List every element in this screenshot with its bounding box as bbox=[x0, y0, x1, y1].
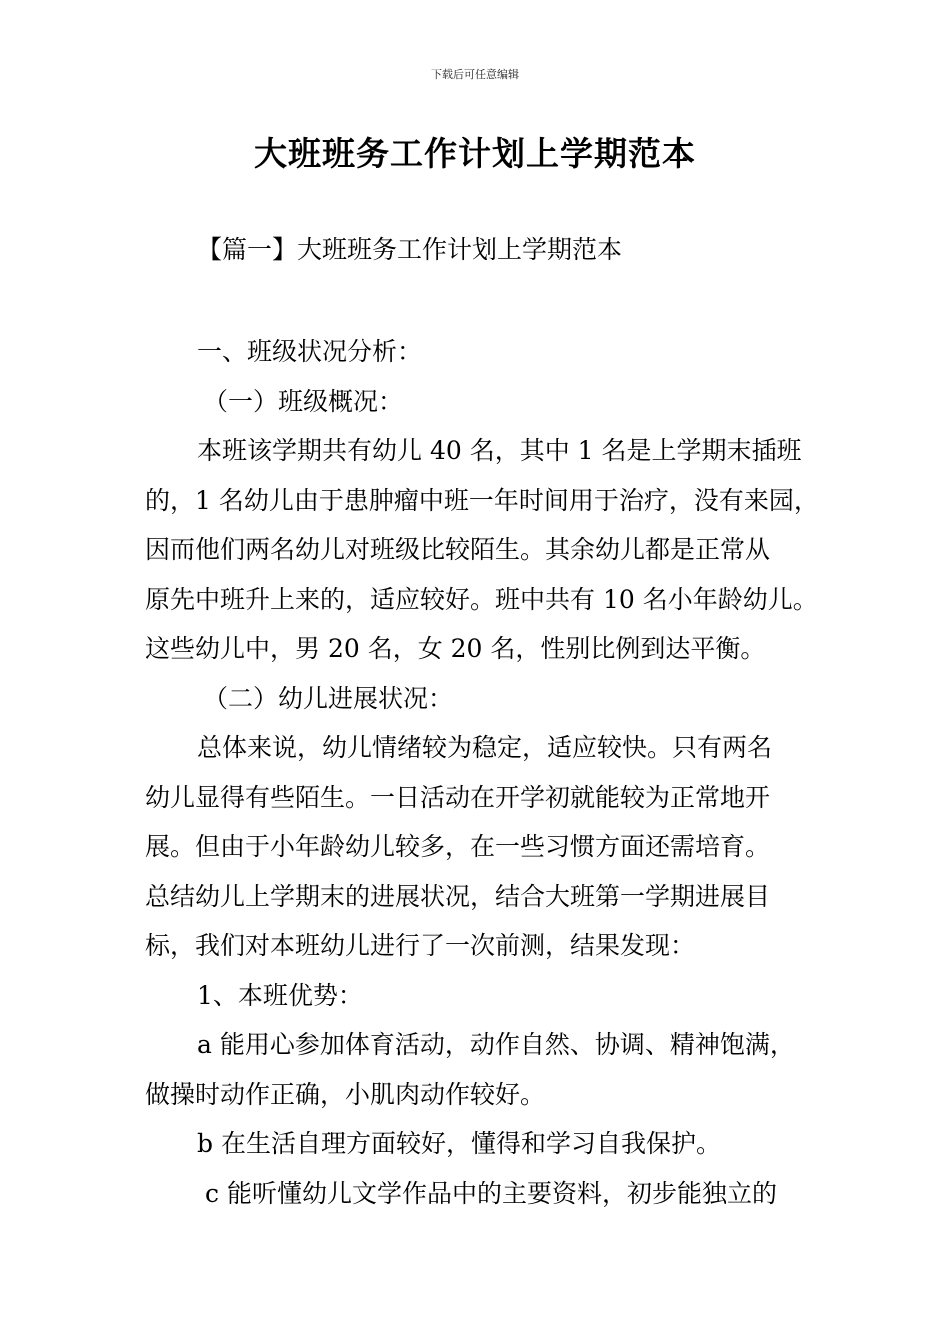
header-note: 下载后可任意编辑 bbox=[431, 68, 519, 81]
paragraph-line: 的，1 名幼儿由于患肿瘤中班一年时间用于治疗，没有来园， bbox=[145, 485, 819, 515]
paragraph-line: 因而他们两名幼儿对班级比较陌生。其余幼儿都是正常从 bbox=[145, 535, 771, 564]
section-heading: 【篇一】大班班务工作计划上学期范本 bbox=[197, 235, 623, 264]
paragraph-line: 幼儿显得有些陌生。一日活动在开学初就能较为正常地开 bbox=[145, 782, 771, 812]
list-item-b: b 在生活自理方面较好，懂得和学习自我保护。 bbox=[197, 1129, 721, 1158]
paragraph-line: 这些幼儿中，男 20 名，女 20 名，性别比例到达平衡。 bbox=[145, 634, 766, 663]
list-item-c: c 能听懂幼儿文学作品中的主要资料，初步能独立的 bbox=[205, 1178, 777, 1208]
subheading-child-progress: （二）幼儿进展状况： bbox=[203, 683, 454, 713]
subheading-class-strengths: 1、本班优势： bbox=[197, 980, 363, 1010]
document-body bbox=[145, 327, 835, 1218]
paragraph-line: 本班该学期共有幼儿 40 名，其中 1 名是上学期末插班 bbox=[197, 436, 802, 465]
subheading-class-overview: （一）班级概况： bbox=[203, 386, 404, 416]
list-item-a: a 能用心参加体育活动，动作自然、协调、精神饱满， bbox=[197, 1030, 795, 1059]
paragraph-line: 总结幼儿上学期末的进展状况，结合大班第一学期进展目 bbox=[145, 881, 771, 911]
document-title: 大班班务工作计划上学期范本 bbox=[254, 134, 696, 173]
paragraph-line: 展。但由于小年龄幼儿较多，在一些习惯方面还需培育。 bbox=[145, 832, 771, 861]
paragraph-line: 做操时动作正确，小肌肉动作较好。 bbox=[145, 1079, 546, 1109]
heading-class-analysis: 一、班级状况分析： bbox=[197, 337, 423, 366]
paragraph-line: 原先中班升上来的，适应较好。班中共有 10 名小年龄幼儿。 bbox=[145, 584, 818, 614]
paragraph-line: 总体来说，幼儿情绪较为稳定，适应较快。只有两名 bbox=[197, 733, 773, 762]
paragraph-line: 标，我们对本班幼儿进行了一次前测，结果发现： bbox=[145, 931, 696, 960]
